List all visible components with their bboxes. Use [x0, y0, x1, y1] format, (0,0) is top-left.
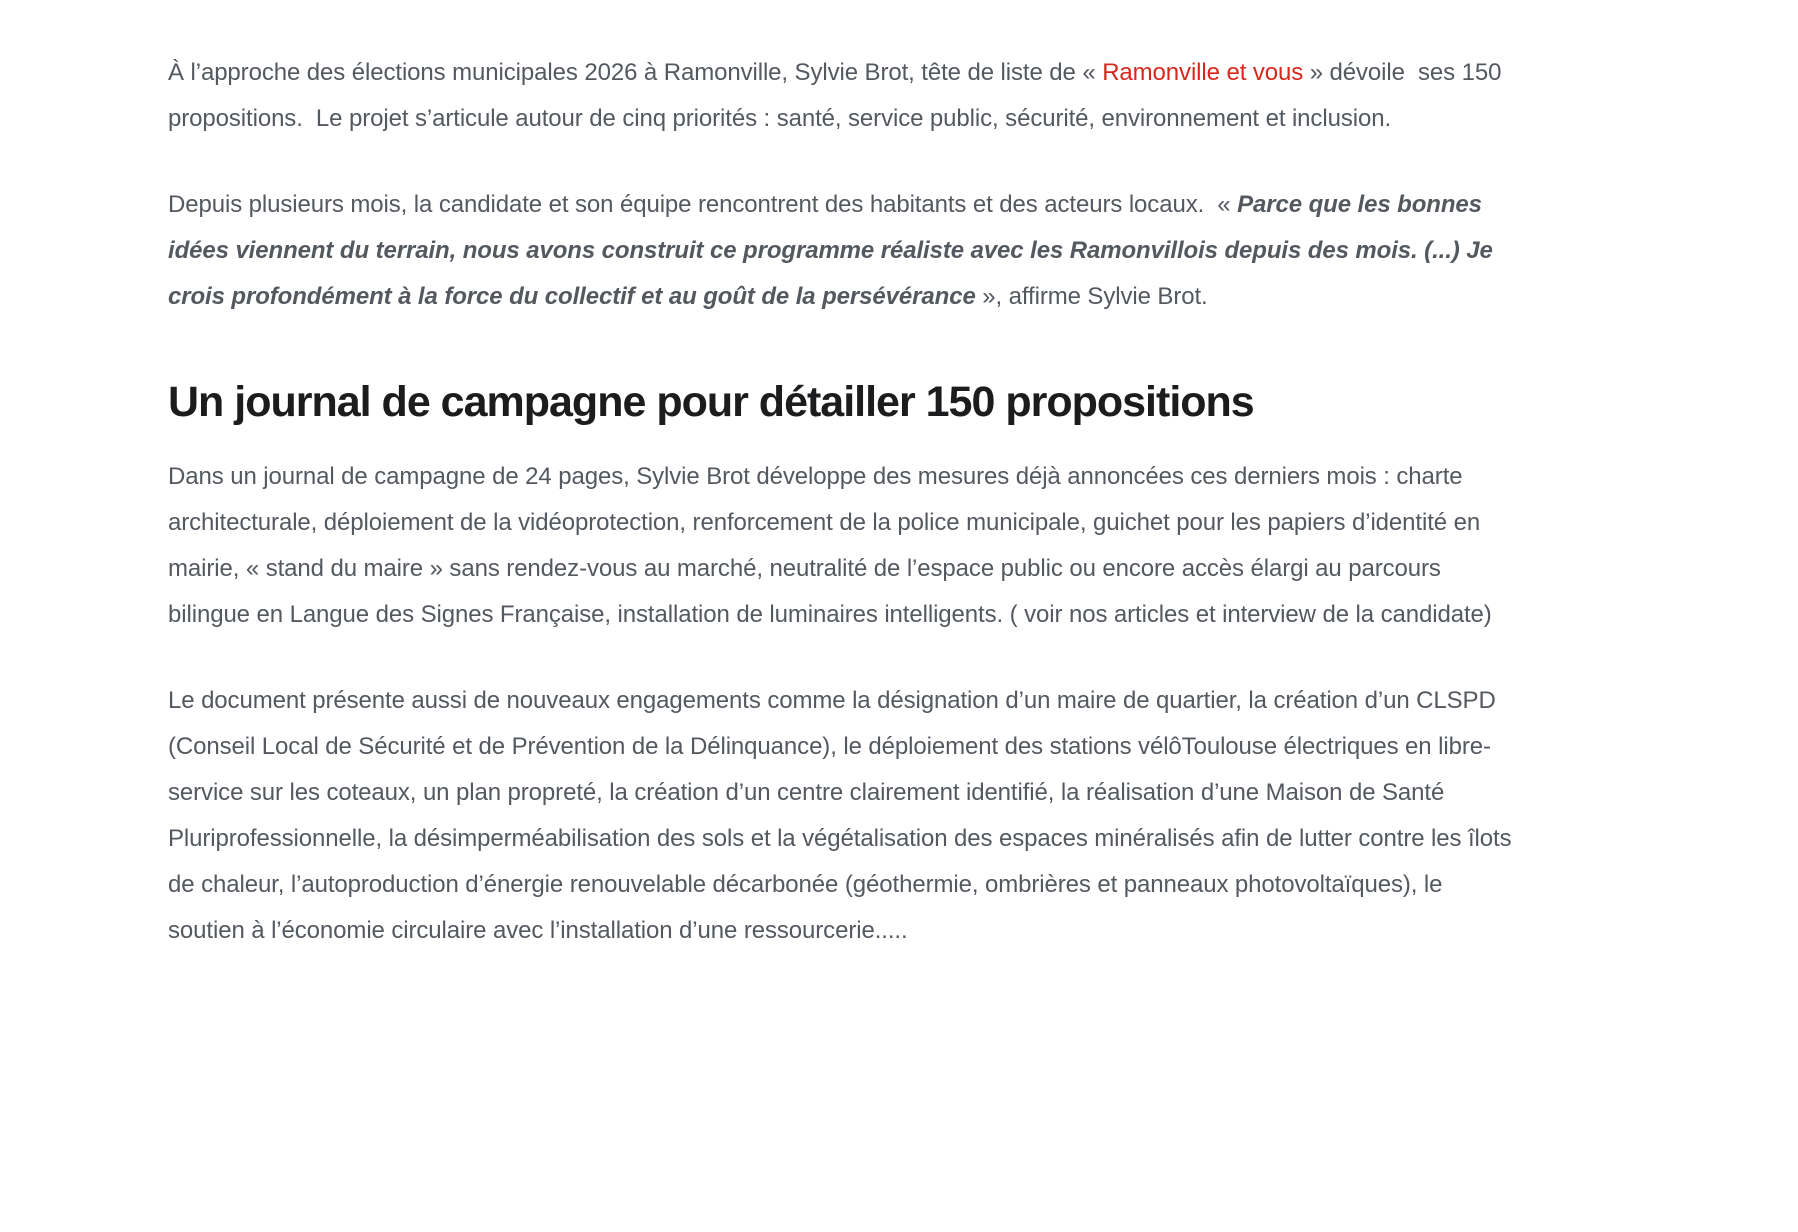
ramonville-et-vous-link[interactable]: Ramonville et vous [1102, 59, 1304, 86]
quote-trail-text: », affirme Sylvie Brot. [975, 283, 1208, 310]
bold-italic-quote: Parce que les bonnes idées viennent du terrain, nous avons construit ce programme réaliste avec les Ramonvillois depuis des mois. (...) Je crois profondément à la force du collectif et au goût de la persévérance [168, 191, 1500, 310]
article-content [168, 0, 1519, 954]
intro-text-before-link: À l’approche des élections municipales 2026 à Ramonville, Sylvie Brot, tête de liste de « [168, 59, 1103, 86]
quote-paragraph [168, 182, 1514, 320]
intro-text-after-link: » dévoile ses 150 propositions. Le projet s’articule autour de cinq priorités : santé, service public, sécurité, environnement et inclusion. [168, 59, 1508, 132]
intro-paragraph [168, 50, 1514, 142]
quote-lead-text: Depuis plusieurs mois, la candidate et son équipe rencontrent des habitants et des acteurs locaux. « [168, 191, 1238, 218]
journal-paragraph: Dans un journal de campagne de 24 pages, Sylvie Brot développe des mesures déjà annoncées ces derniers mois : charte architecturale, déploiement de la vidéoprotection, renforcement de la police municipale, guichet pour les papiers d’identité en mairie, « stand du maire » sans rendez-vous au marché, neutralité de l’espace public ou encore accès élargi au parcours bilingue en Langue des Signes Française, installation de luminaires intelligents. ( voir nos articles et interview de la candidate) [168, 462, 1492, 628]
engagements-paragraph: Le document présente aussi de nouveaux engagements comme la désignation d’un maire de quartier, la création d’un CLSPD (Conseil Local de Sécurité et de Prévention de la Délinquance), le déploiement des stations vélôToulouse électriques en libre-service sur les coteaux, un plan propreté, la création d’un centre clairement identifié, la réalisation d’une Maison de Santé Pluriprofessionnelle, la désimperméabilisation des sols et la végétalisation des espaces minéralisés afin de lutter contre les îlots de chaleur, l’autoproduction d’énergie renouvelable décarbonée (géothermie, ombrières et panneaux photovoltaïques), le soutien à l’économie circulaire avec l’installation d’une ressourcerie..... [168, 686, 1519, 944]
section-heading: Un journal de campagne pour détailler 150 propositions [168, 378, 1254, 426]
